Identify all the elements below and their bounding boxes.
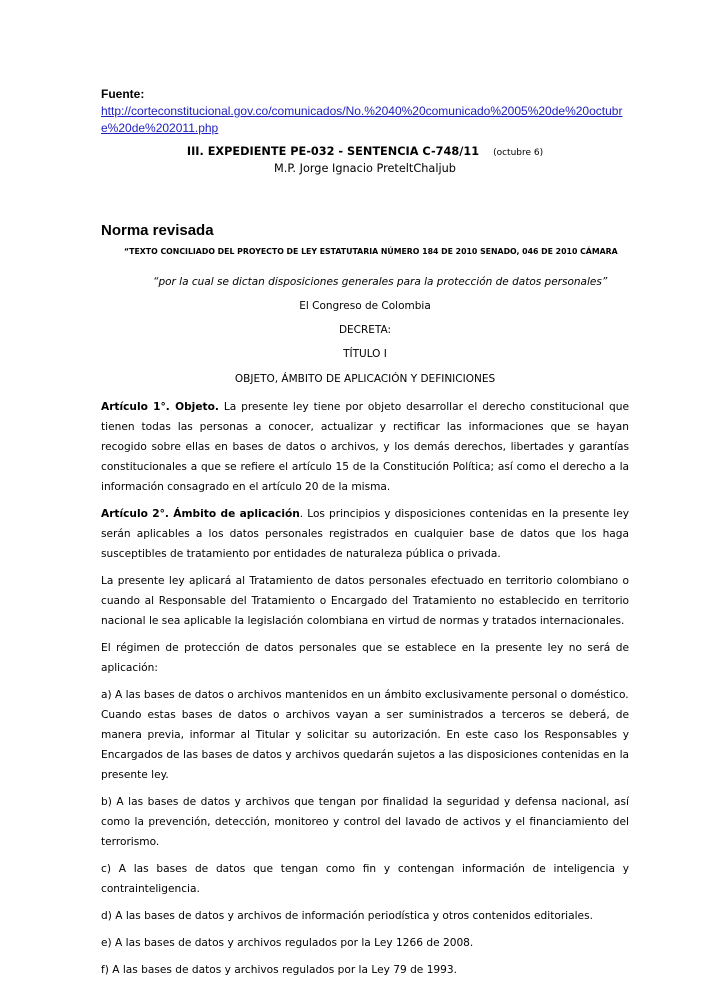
article-2-label: Artículo 2°. Ámbito de aplicación [101,508,300,520]
decreta-line: DECRETA: [338,324,392,336]
item-a: a) A las bases de datos o archivos mantenidos en un ámbito exclusivamente personal o doméstico. [101,689,629,701]
congreso-line: El Congreso de Colombia [299,300,431,312]
expediente-block [101,144,629,176]
source-block [101,86,629,137]
article-1-label: Artículo 1°. Objeto. [101,401,219,413]
article-2-text: . Los principios y disposiciones contenidas en la presente ley serán aplicables a los datos personales registrados en cualquier base de datos que los haga susceptibles de tratamiento por entidades de naturaleza pública o privada. [101,508,629,560]
source-link[interactable]: http://corteconstitucional.gov.co/comunicados/No.%2040%20comunicado%2005%20de%20octubre%20de%202011.php [101,104,623,135]
expediente-title: III. EXPEDIENTE PE-032 - SENTENCIA C-748/11 [186,145,480,158]
item-f: f) A las bases de datos y archivos regulados por la Ley 79 de 1993. [101,964,458,976]
titulo-name: OBJETO, ÁMBITO DE APLICACIÓN Y DEFINICIONES [234,373,496,385]
norma-heading: Norma revisada [101,222,214,239]
expediente-date: (octubre 6) [493,148,544,158]
texto-conciliado: “TEXTO CONCILIADO DEL PROYECTO DE LEY ESTATUTARIA NÚMERO 184 DE 2010 SENADO, 046 DE 2010 CÁMARA [124,247,618,256]
titulo-line: TÍTULO I [343,348,387,360]
magistrado-ponente: M.P. Jorge Ignacio PreteltChaljub [274,162,456,175]
paragraph-exceptions-intro: El régimen de protección de datos personales que se establece en la presente ley no será de aplicación: [101,642,629,674]
paragraph-territory: La presente ley aplicará al Tratamiento de datos personales efectuado en territorio colombiano o cuando al Responsable del Tratamiento o Encargado del Tratamiento no establecido en territorio nacional le sea aplicable la legislación colombiana en virtud de normas y tratados internacionales. [101,575,629,627]
articles-body [101,397,629,987]
item-c: c) A las bases de datos que tengan como fin y contengan información de inteligencia y contrainteligencia. [101,863,629,895]
item-b: b) A las bases de datos y archivos que tengan por finalidad la seguridad y defensa nacional, así como la prevención, detección, monitoreo y control del lavado de activos y el financiamiento del terrorismo. [101,796,629,848]
item-a-continued: Cuando estas bases de datos o archivos vayan a ser suministrados a terceros se deberá, de manera previa, informar al Titular y solicitar su autorización. En este caso los Responsables y Encargados de las bases de datos y archivos quedarán sujetos a las disposiciones contenidas en la presente ley. [101,709,629,781]
item-e: e) A las bases de datos y archivos regulados por la Ley 1266 de 2008. [101,937,474,949]
item-d: d) A las bases de datos y archivos de información periodística y otros contenidos editoriales. [101,910,593,922]
law-subtitle: “por la cual se dictan disposiciones generales para la protección de datos personales” [153,276,608,288]
article-1-text: La presente ley tiene por objeto desarrollar el derecho constitucional que tienen todas las personas a conocer, actualizar y rectificar las informaciones que se hayan recogido sobre ellas en bases de datos o archivos, y los demás derechos, libertades y garantías constitucionales a que se refiere el artículo 15 de la Constitución Política; así como el derecho a la información consagrado en el artículo 20 de la misma. [101,401,629,493]
article-2 [101,504,629,564]
source-label: Fuente: [101,87,145,101]
article-1 [101,397,629,497]
